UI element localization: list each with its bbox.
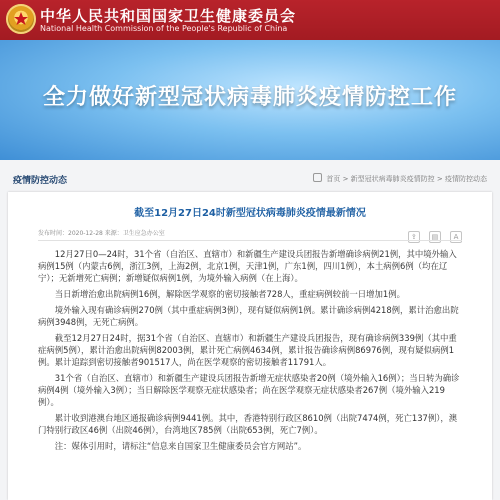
site-header [0, 0, 500, 40]
subheader [8, 170, 492, 188]
breadcrumb: 首页 > 新型冠状病毒肺炎疫情防控 > 疫情防控动态 [313, 173, 487, 184]
paragraph: 累计收到港澳台地区通报确诊病例9441例。其中，香港特别行政区8610例（出院7474例，死亡137例），澳门特别行政区46例（出院46例），台湾地区785例（出院653例，死亡7例）。 [38, 413, 458, 435]
section-title[interactable]: 疫情防控动态 [13, 176, 68, 186]
paragraph: 当日新增治愈出院病例16例，解除医学观察的密切接触者728人，重症病例较前一日增加1例。 [54, 289, 406, 299]
print-icon[interactable]: ▤ [429, 231, 441, 243]
banner [0, 40, 500, 160]
paragraph: 12月27日0—24时，31个省（自治区、直辖市）和新疆生产建设兵团报告新增确诊病例21例，其中境外输入病例15例（内蒙古6例，浙江3例，上海2例，北京1例，天津1例，广东1例，四川1例），本土病例6例（均在辽宁）；无新增死亡病例；新增疑似病例1例，为境外输入病例（在上海）。 [38, 249, 457, 283]
font-size-icon[interactable]: A [450, 231, 462, 243]
article-body [38, 248, 462, 456]
banner-slogan: 全力做好新型冠状病毒肺炎疫情防控工作 [42, 85, 457, 110]
share-icon[interactable]: ⇪ [408, 231, 420, 243]
article-meta: 发布时间：2020-12-28 来源：卫生应急办公室 [38, 230, 165, 237]
paragraph: 31个省（自治区、直辖市）和新疆生产建设兵团报告新增无症状感染者20例（境外输入16例）；当日转为确诊病例4例（境外输入3例）；当日解除医学观察无症状感染者；尚在医学观察无症状感染者267例（境外输入219例）。 [38, 373, 460, 407]
divider [38, 240, 462, 241]
site-subtitle: National Health Commission of the People's Republic of China [40, 24, 288, 33]
breadcrumb-topic[interactable]: 新型冠状病毒肺炎疫情防控 [350, 175, 435, 183]
paragraph: 截至12月27日24时，据31个省（自治区、直辖市）和新疆生产建设兵团报告，现有确诊病例339例（其中重症病例5例），累计治愈出院病例82003例，累计死亡病例4634例，累计报告确诊病例86976例，现有疑似病例1例。累计追踪到密切接触者901517人，尚在医学观察的密切接触者11791人。 [38, 333, 457, 367]
home-icon [313, 173, 322, 182]
national-emblem-icon [6, 4, 36, 34]
paragraph: 注：媒体引用时，请标注“信息来自国家卫生健康委员会官方网站”。 [54, 441, 307, 451]
breadcrumb-home[interactable]: 首页 [326, 175, 341, 183]
article-title: 截至12月27日24时新型冠状病毒肺炎疫情最新情况 [134, 208, 366, 219]
article-card [8, 192, 492, 500]
site-title[interactable]: 中华人民共和国国家卫生健康委员会 [40, 7, 297, 25]
breadcrumb-current[interactable]: 疫情防控动态 [445, 175, 487, 183]
paragraph: 境外输入现有确诊病例270例（其中重症病例3例），现有疑似病例1例。累计确诊病例4218例，累计治愈出院病例3948例，无死亡病例。 [38, 305, 459, 327]
